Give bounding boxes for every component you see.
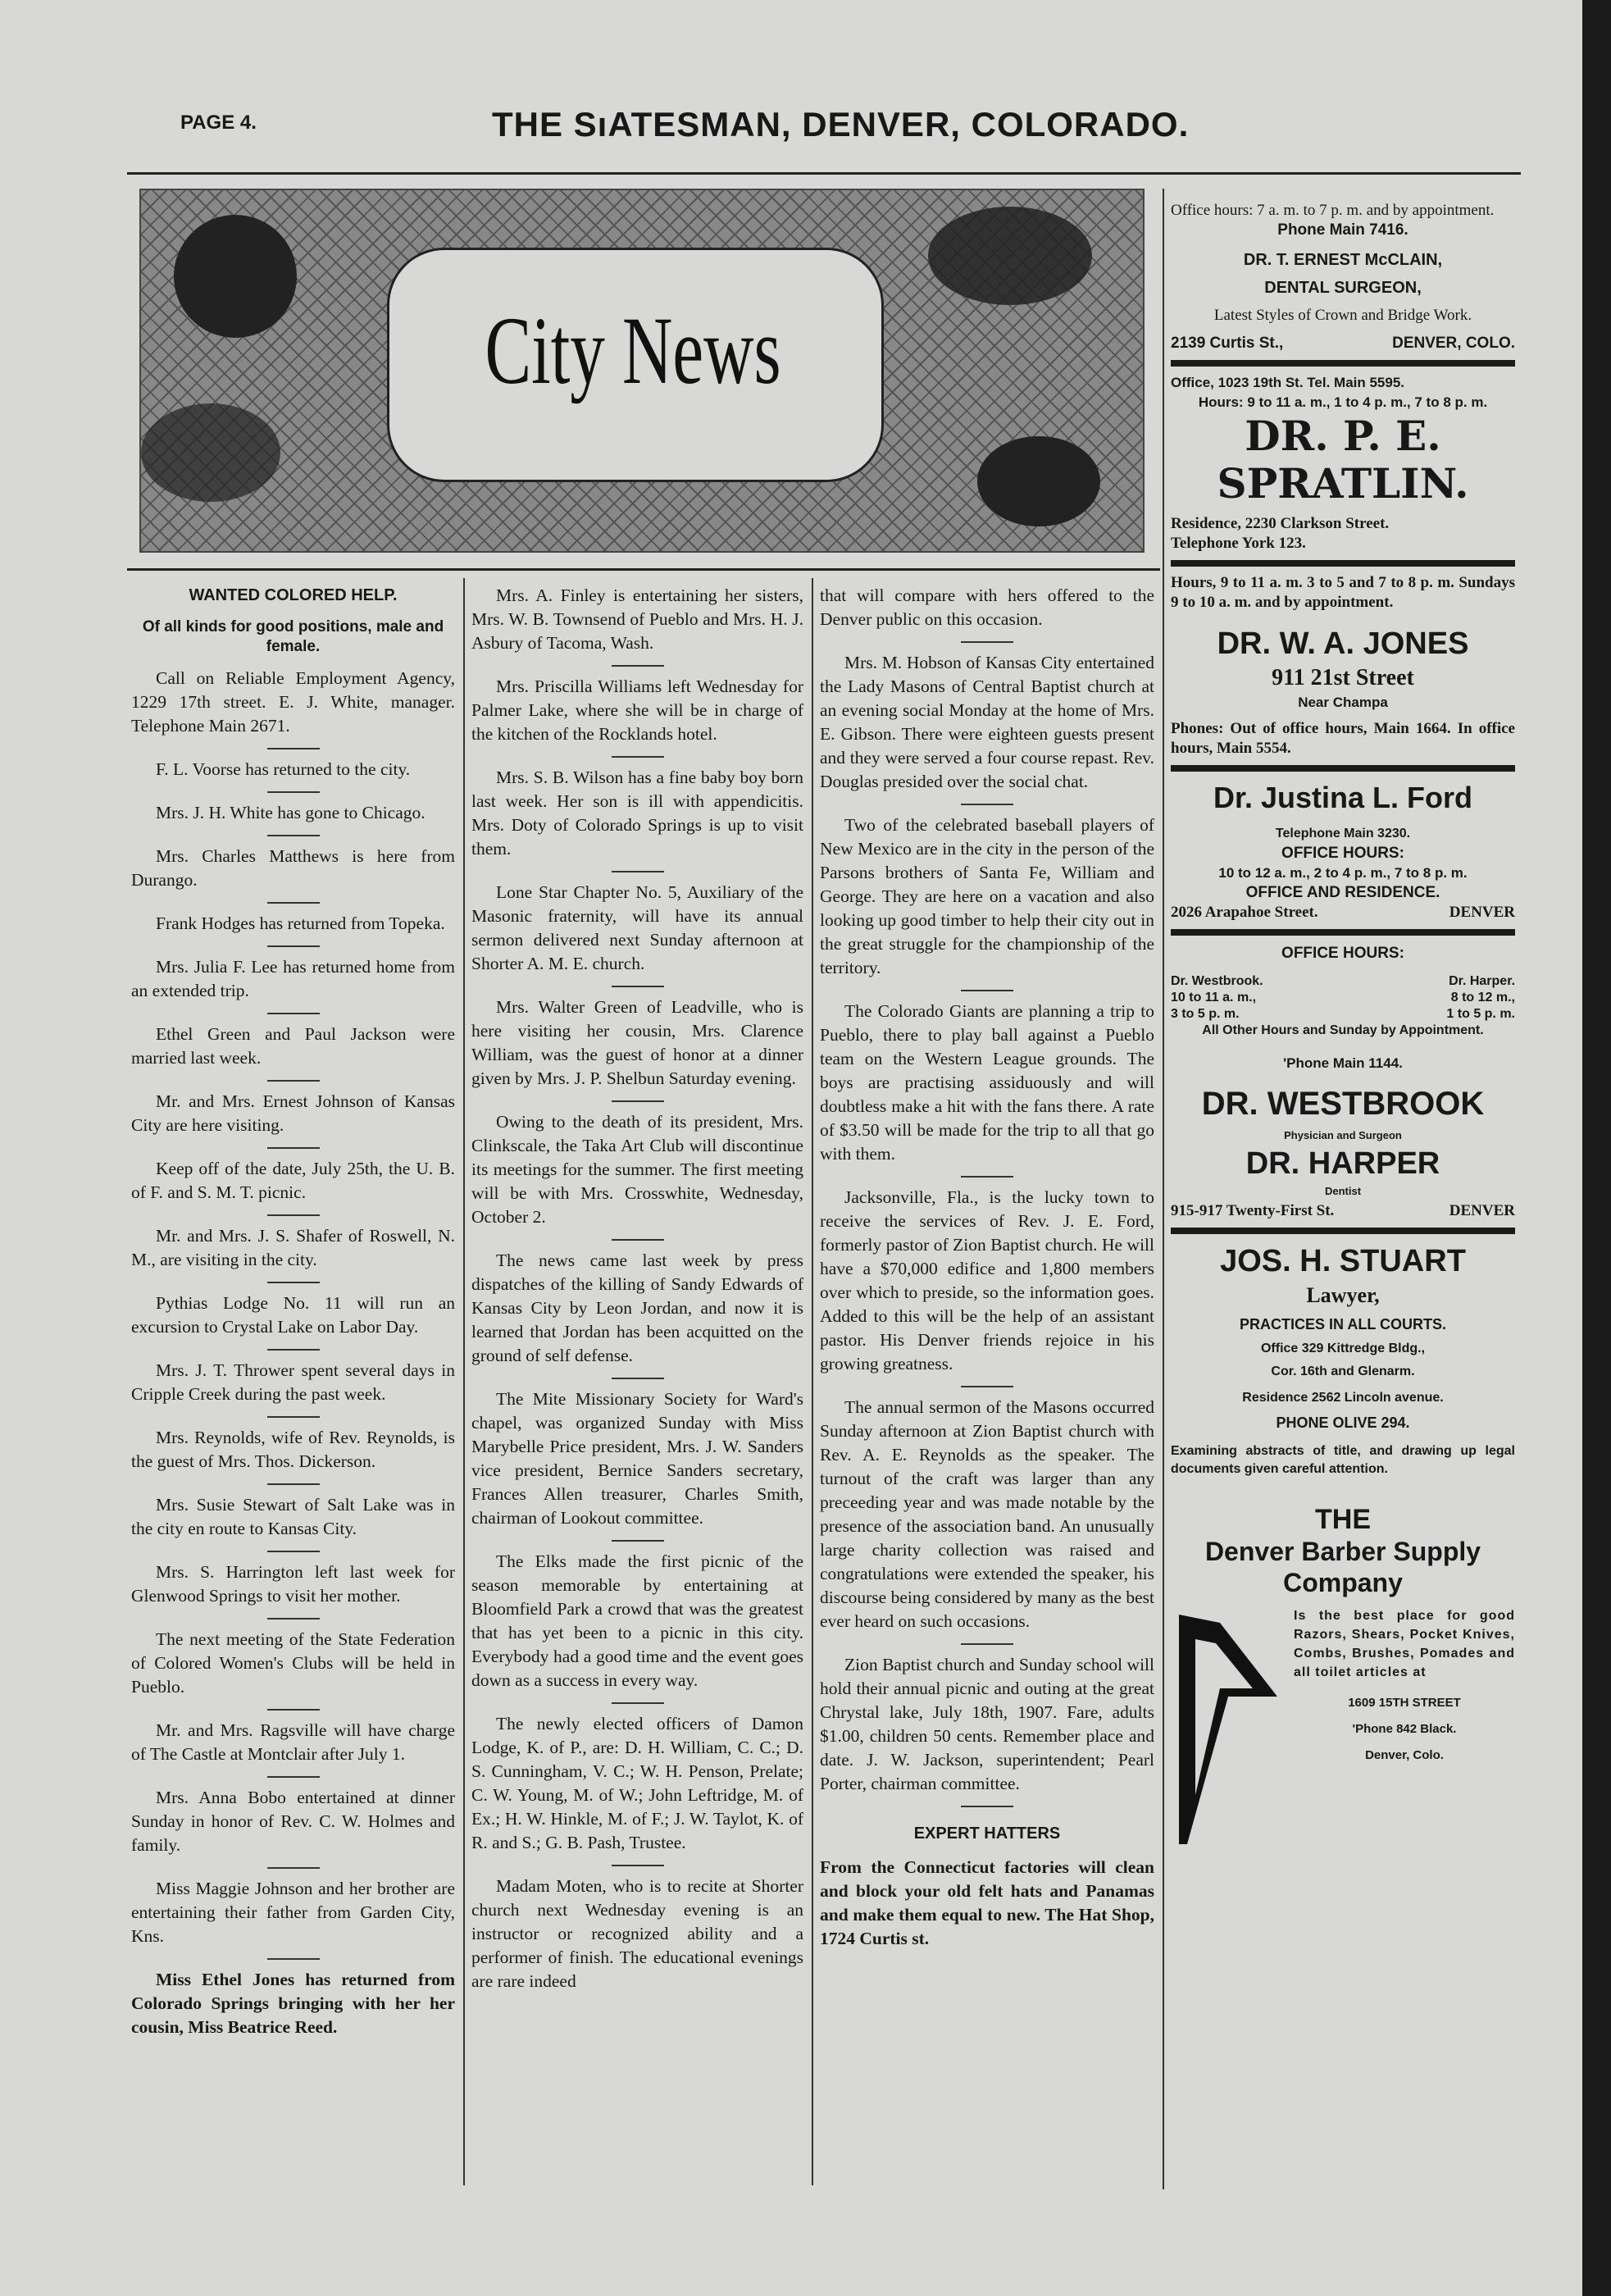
item-separator [267, 1013, 320, 1014]
barber-desc: Is the best place for good Razors, Shears, Pocket Knives, Combs, Brushes, Pomades and all toilet articles at [1294, 1609, 1515, 1679]
stuart-residence: Residence 2562 Lincoln avenue. [1242, 1391, 1444, 1405]
westbrook-title: Physician and Surgeon [1284, 1129, 1402, 1141]
news-item: Mrs. M. Hobson of Kansas City entertained the Lady Masons of Central Baptist church at an evening social Monday at the home of Mrs. E. Gibson. There were eighteen guests present and they were served a four course repast. Rev. Douglas presided over the social chat. [820, 653, 1154, 791]
mcclain-ad [1171, 201, 1515, 353]
news-item: The Mite Missionary Society for Ward's chapel, was organized Sunday with Miss Marybelle Price president, Mrs. J. W. Sanders vice president, Bernice Sanders secretary, Frances Allen treasurer, Charles Smith, chairman of Lookout committee. [471, 1389, 803, 1528]
news-item: Mr. and Mrs. Ragsville will have charge of The Castle at Montclair after July 1. [131, 1720, 455, 1764]
item-separator [961, 990, 1013, 991]
harper-hours [1446, 973, 1515, 1023]
spratlin-name-2: SPRATLIN. [1217, 459, 1469, 508]
item-separator [267, 1282, 320, 1283]
news-item: The next meeting of the State Federation of Colored Women's Clubs will be held in Pueblo. [131, 1629, 455, 1697]
item-separator [612, 1100, 664, 1102]
item-separator [612, 1865, 664, 1866]
ford-hours-heading: OFFICE HOURS: [1281, 845, 1404, 862]
item-separator [961, 804, 1013, 805]
news-column-2 [471, 584, 803, 2003]
barber-text [1286, 1606, 1515, 1852]
news-item: Miss Maggie Johnson and her brother are entertaining their father from Garden City, Kns. [131, 1879, 455, 1946]
westbrook-label: Dr. Westbrook. [1171, 974, 1263, 988]
news-item: Mrs. S. B. Wilson has a fine baby boy born last week. Her son is ill with appendicitis. Mrs. Doty of Colorado Springs is up to visit them. [471, 768, 803, 859]
stuart-office: Office 329 Kittredge Bldg., [1260, 1342, 1426, 1355]
news-item: Mrs. Priscilla Williams left Wednesday for Palmer Lake, where she will be in charge of the kitchen of the Rocklands hotel. [471, 676, 803, 744]
ford-address-row [1171, 903, 1515, 922]
city-news-banner [139, 189, 1145, 553]
news-column-1 [131, 584, 455, 2049]
item-separator [961, 1386, 1013, 1387]
item-separator [267, 748, 320, 749]
jones-hours: Hours, 9 to 11 a. m. 3 to 5 and 7 to 8 p. m. Sundays 9 to 10 a. m. and by appointment. [1171, 574, 1515, 611]
news-item: Lone Star Chapter No. 5, Auxiliary of the Masonic fraternity, will have its annual sermon delivered next Sunday afternoon at Shorter A. M. E. church. [471, 882, 803, 973]
westbrook-hours-row [1171, 973, 1515, 1023]
news-item: The newly elected officers of Damon Lodge, K. of P., are: D. H. William, C. C.; D. S. Cunningham, V. C.; W. H. Penson, Prelate; C. W. Young, M. of W.; John Leftridge, M. of Ex.; H. W. Hinkle, M. of F.; J. W. Taylot, K. of R. and S.; G. B. Pash, Trustee. [471, 1714, 803, 1852]
hatters-heading: EXPERT HATTERS [913, 1824, 1061, 1843]
barber-name: Denver Barber Supply Company [1204, 1537, 1481, 1597]
masthead-rule [127, 172, 1521, 175]
item-separator [267, 902, 320, 904]
item-separator [267, 1214, 320, 1216]
spratlin-hours: Hours: 9 to 11 a. m., 1 to 4 p. m., 7 to 8 p. m. [1198, 394, 1488, 410]
item-separator [267, 791, 320, 793]
mcclain-hours: Office hours: 7 a. m. to 7 p. m. and by appointment. [1171, 202, 1495, 219]
item-separator [267, 1776, 320, 1778]
harper-morning: 8 to 12 m., [1450, 991, 1515, 1004]
news-item: that will compare with hers offered to the Denver public on this occasion. [820, 585, 1154, 629]
ad-divider [1171, 560, 1515, 567]
news-item: Frank Hodges has returned from Topeka. [156, 913, 445, 933]
news-item: Mrs. J. T. Thrower spent several days in Cripple Creek during the past week. [131, 1360, 455, 1404]
item-separator [267, 945, 320, 947]
harper-name: DR. HARPER [1245, 1146, 1440, 1181]
column-rule [463, 578, 465, 2185]
mcclain-city: DENVER, COLO. [1392, 335, 1515, 352]
stuart-practices: PRACTICES IN ALL COURTS. [1239, 1316, 1446, 1332]
jones-name: DR. W. A. JONES [1217, 626, 1469, 661]
news-column-3 [820, 584, 1154, 1961]
item-separator [612, 756, 664, 758]
spratlin-residence: Residence, 2230 Clarkson Street. [1171, 515, 1390, 532]
news-item: F. L. Voorse has returned to the city. [156, 759, 411, 779]
mcclain-title: DENTAL SURGEON, [1264, 279, 1422, 297]
item-separator [267, 1958, 320, 1960]
news-item: Mrs. Walter Green of Leadville, who is here visiting her cousin, Mrs. Clarence William, was the guest of honor at a dinner given by Mrs. J. P. Shelbun Saturday evening. [471, 997, 803, 1088]
westbrook-hours-heading: OFFICE HOURS: [1281, 945, 1404, 962]
item-separator [961, 641, 1013, 643]
spratlin-ad [1171, 373, 1515, 554]
mcclain-address-row [1171, 334, 1515, 353]
column-rule [812, 578, 813, 2185]
news-item: Mr. and Mrs. Ernest Johnson of Kansas City are here visiting. [131, 1091, 455, 1135]
item-separator [267, 1483, 320, 1485]
stuart-ad [1171, 1241, 1515, 1478]
item-separator [267, 1416, 320, 1418]
ford-residence: OFFICE AND RESIDENCE. [1245, 884, 1440, 901]
stuart-title: Lawyer, [1306, 1283, 1380, 1307]
item-separator [612, 986, 664, 987]
ford-name: Dr. Justina L. Ford [1213, 781, 1473, 814]
news-item: Owing to the death of its president, Mrs. Clinkscale, the Taka Art Club will discontinue its meetings for the summer. The first meeting will be with Mrs. Crosswhite, Wednesday, October 2. [471, 1112, 803, 1227]
item-separator [612, 871, 664, 872]
ford-telephone: Telephone Main 3230. [1275, 827, 1411, 840]
news-item: Mrs. A. Finley is entertaining her sisters, Mrs. W. B. Townsend of Pueblo and Mrs. H. J. Asbury of Tacoma, Wash. [471, 585, 803, 653]
item-separator [267, 1551, 320, 1552]
news-item: Jacksonville, Fla., is the lucky town to receive the services of Rev. J. E. Ford, formerly pastor of Zion Baptist church. He will have a $70,000 edifice and 1,800 members over which to preside, so the information goes. Added to this will be the help of an assistant pastor. His Denver friends rejoice in his growing greatness. [820, 1187, 1154, 1374]
news-item: Mrs. Susie Stewart of Salt Lake was in the city en route to Kansas City. [131, 1495, 455, 1538]
news-item: Call on Reliable Employment Agency, 1229 17th street. E. J. White, manager. Telephone Main 2671. [131, 668, 455, 736]
item-separator [267, 1867, 320, 1869]
ad-divider [1171, 360, 1515, 367]
news-item: The news came last week by press dispatches of the killing of Sandy Edwards of Kansas City by Leon Jordan, and now it is learned that Jordan has been acquitted on the ground of self defense. [471, 1250, 803, 1365]
ford-hours: 10 to 12 a. m., 2 to 4 p. m., 7 to 8 p. m. [1218, 865, 1468, 881]
westbrook-morning: 10 to 11 a. m., [1171, 991, 1257, 1004]
item-separator [961, 1806, 1013, 1807]
page-number: PAGE 4. [180, 112, 257, 134]
item-separator [612, 1378, 664, 1379]
news-item: Mrs. Charles Matthews is here from Durango. [131, 846, 455, 890]
item-separator [267, 1709, 320, 1711]
item-separator [267, 1147, 320, 1149]
westbrook-phone: 'Phone Main 1144. [1283, 1055, 1403, 1071]
mcclain-phone: Phone Main 7416. [1277, 221, 1408, 239]
barber-city: Denver, Colo. [1365, 1748, 1444, 1762]
jones-near: Near Champa [1298, 695, 1388, 710]
item-separator [267, 835, 320, 836]
column-rule [1163, 189, 1164, 2189]
mcclain-desc: Latest Styles of Crown and Bridge Work. [1213, 307, 1472, 324]
hatters-ad: From the Connecticut factories will clean and block your old felt hats and Panamas and make them equal to new. The Hat Shop, 1724 Curtis st. [820, 1857, 1154, 1948]
banner-title: City News [485, 297, 781, 404]
news-item: The Elks made the first picnic of the season memorable by entertaining at Bloomfield Park a crowd that was the greatest that has yet been to a picnic in this city. Everybody had a good time and the event goes down as a success in every way. [471, 1551, 803, 1690]
westbrook-other-hours: All Other Hours and Sunday by Appointment. [1202, 1023, 1484, 1037]
ford-ad [1171, 778, 1515, 922]
news-item: Mrs. Reynolds, wife of Rev. Reynolds, is the guest of Mrs. Thos. Dickerson. [131, 1428, 455, 1471]
banner-ornament [928, 207, 1092, 305]
ad-divider [1171, 765, 1515, 772]
wanted-heading: WANTED COLORED HELP. [189, 586, 398, 604]
spratlin-office: Office, 1023 19th St. Tel. Main 5595. [1171, 375, 1405, 390]
item-separator [612, 1702, 664, 1704]
banner-rule [127, 568, 1160, 571]
stuart-phone: PHONE OLIVE 294. [1276, 1414, 1410, 1431]
ford-city: DENVER [1449, 904, 1515, 921]
mcclain-name: DR. T. ERNEST McCLAIN, [1243, 251, 1443, 269]
news-item: Mrs. S. Harrington left last week for Glenwood Springs to visit her mother. [131, 1562, 455, 1606]
barber-phone: 'Phone 842 Black. [1352, 1722, 1457, 1736]
ad-divider [1171, 929, 1515, 936]
news-item: The Colorado Giants are planning a trip to Pueblo, there to play ball against a Pueblo team on the Western League grounds. The boys are practising assiduously and will doubtless make a hit with the fans there. A rate of $3.50 will be made for the trip to all that go with them. [820, 1001, 1154, 1164]
jones-ad [1171, 573, 1515, 758]
item-separator [961, 1176, 1013, 1178]
barber-address: 1609 15TH STREET [1348, 1696, 1461, 1710]
newspaper-title: THE SıATESMAN, DENVER, COLORADO. [492, 105, 1190, 144]
news-item: Pythias Lodge No. 11 will run an excursion to Crystal Lake on Labor Day. [131, 1293, 455, 1337]
westbrook-harper-ad [1171, 944, 1515, 1221]
news-item: Mrs. Anna Bobo entertained at dinner Sunday in honor of Rev. C. W. Holmes and family. [131, 1788, 455, 1855]
ad-divider [1171, 1228, 1515, 1234]
news-item: Madam Moten, who is to recite at Shorter church next Wednesday evening is an instructor or recognized ability and a performer of finish. The educational evenings are rare indeed [471, 1876, 803, 1991]
westbrook-address-row [1171, 1201, 1515, 1221]
westbrook-hours [1171, 973, 1263, 1023]
item-separator [267, 1349, 320, 1351]
spratlin-telephone: Telephone York 123. [1171, 535, 1306, 552]
banner-ornament [174, 215, 297, 338]
news-item: Ethel Green and Paul Jackson were married last week. [131, 1024, 455, 1068]
westbrook-name: DR. WESTBROOK [1201, 1086, 1485, 1122]
news-item: Two of the celebrated baseball players of New Mexico are in the city in the person of the Parsons brothers of Santa Fe, William and George. They are here on a vacation and also looking up good timber to help their city out in the great struggle for the championship of the territory. [820, 815, 1154, 977]
item-separator [612, 1239, 664, 1241]
stuart-name: JOS. H. STUART [1220, 1244, 1466, 1278]
news-item: Mrs. Julia F. Lee has returned home from an extended trip. [131, 957, 455, 1000]
news-item: Zion Baptist church and Sunday school will hold their annual picnic and outing at the great Chrystal lake, July 18th, 1907. Fare, adults $1.00, children 50 cents. Remember place and date. J. W. Jackson, superintendent; Pearl Porter, chairman committee. [820, 1655, 1154, 1793]
harper-title: Dentist [1324, 1185, 1362, 1197]
razor-icon [1171, 1606, 1286, 1852]
item-separator [961, 1643, 1013, 1645]
news-item: Miss Ethel Jones has returned from Colorado Springs bringing with her her cousin, Miss Beatrice Reed. [131, 1970, 455, 2037]
stuart-desc: Examining abstracts of title, and drawing up legal documents given careful attention. [1171, 1444, 1515, 1476]
news-item: Keep off of the date, July 25th, the U. B. of F. and S. M. T. picnic. [131, 1159, 455, 1202]
barber-the: THE [1315, 1504, 1371, 1535]
mcclain-address: 2139 Curtis St., [1171, 335, 1284, 352]
news-item: Mrs. J. H. White has gone to Chicago. [156, 803, 426, 822]
jones-phones: Phones: Out of office hours, Main 1664. In office hours, Main 5554. [1171, 720, 1515, 757]
news-item: The annual sermon of the Masons occurred Sunday afternoon at Zion Baptist church with Rev. A. E. Reynolds as the speaker. The turnout of the craft was larger than any preceeding year and was made notable by the presence of the association band. An unusually large charity collection was raised and congratulations were extended the speaker, his discourse being considered by many as the best ever heard on such occasions. [820, 1397, 1154, 1631]
item-separator [267, 1618, 320, 1620]
westbrook-address: 915-917 Twenty-First St. [1171, 1202, 1335, 1219]
barber-body [1171, 1606, 1515, 1852]
jones-address: 911 21st Street [1272, 665, 1414, 690]
banner-ornament [977, 436, 1100, 526]
barber-supply-ad [1171, 1503, 1515, 1852]
news-item: Mr. and Mrs. J. S. Shafer of Roswell, N. M., are visiting in the city. [131, 1226, 455, 1269]
harper-afternoon: 1 to 5 p. m. [1446, 1007, 1515, 1021]
spratlin-name-1: DR. P. E. [1245, 412, 1441, 460]
masthead [180, 105, 1525, 154]
westbrook-city: DENVER [1449, 1202, 1515, 1219]
harper-label: Dr. Harper. [1449, 974, 1515, 988]
item-separator [612, 665, 664, 667]
westbrook-afternoon: 3 to 5 p. m. [1171, 1007, 1240, 1021]
stuart-corner: Cor. 16th and Glenarm. [1271, 1364, 1415, 1378]
item-separator [267, 1080, 320, 1082]
item-separator [612, 1540, 664, 1542]
banner-ornament [141, 403, 280, 502]
wanted-subheading: Of all kinds for good positions, male and female. [142, 618, 444, 655]
advertisements-column [1171, 201, 1515, 1852]
ford-address: 2026 Arapahoe Street. [1171, 904, 1318, 921]
